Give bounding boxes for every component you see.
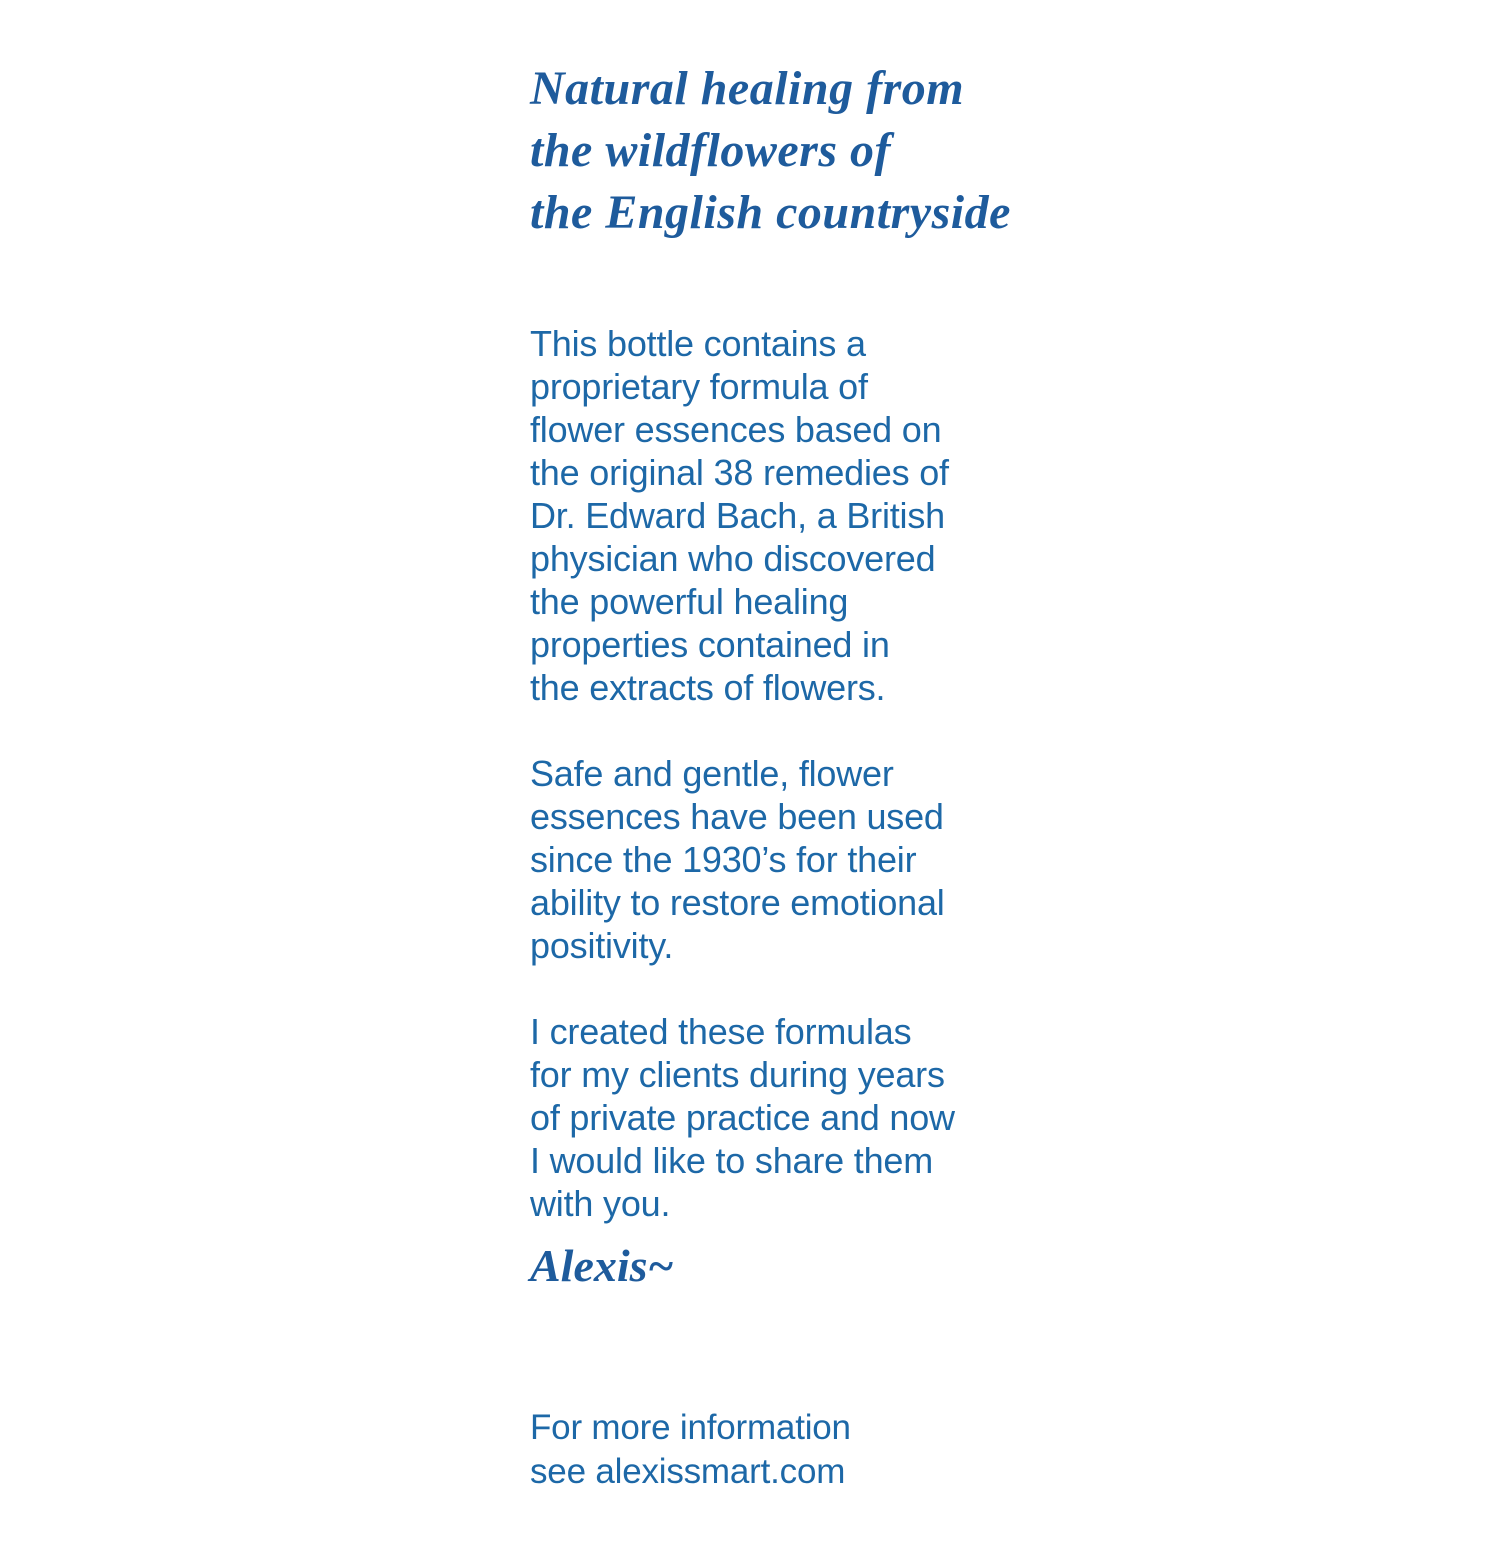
text-line: see alexissmart.com — [530, 1452, 846, 1491]
text-line: flower essences based on — [530, 409, 942, 450]
text-line: since the 1930’s for their — [530, 839, 917, 880]
text-line: positivity. — [530, 925, 674, 966]
signature-text: Alexis~ — [530, 1240, 674, 1291]
text-line: I created these formulas — [530, 1011, 912, 1052]
text-line: Dr. Edward Bach, a British — [530, 495, 945, 536]
text-line: of private practice and now — [530, 1097, 955, 1138]
text-line: Safe and gentle, flower — [530, 753, 894, 794]
text-line: ability to restore emotional — [530, 882, 945, 923]
text-line: For more information — [530, 1408, 851, 1447]
text-line: This bottle contains a — [530, 323, 866, 364]
text-line: the extracts of flowers. — [530, 667, 886, 708]
text-line: the wildflowers of — [530, 124, 892, 177]
text-line: I would like to share them — [530, 1140, 933, 1181]
text-line: with you. — [530, 1183, 671, 1224]
footer-more-information — [530, 1406, 1090, 1494]
text-line: for my clients during years — [530, 1054, 945, 1095]
description-paragraph-creator-note — [530, 1010, 1090, 1225]
text-line: properties contained in — [530, 624, 890, 665]
description-paragraph-safety-history — [530, 752, 1090, 967]
text-line: the English countryside — [530, 186, 1011, 239]
description-paragraph-bottle-contents — [530, 322, 1090, 709]
text-line: Natural healing from — [530, 62, 965, 115]
text-line: essences have been used — [530, 796, 944, 837]
text-line: the powerful healing — [530, 581, 849, 622]
text-line: the original 38 remedies of — [530, 452, 949, 493]
label-tagline-heading — [530, 58, 1090, 244]
text-line: proprietary formula of — [530, 366, 868, 407]
text-line: physician who discovered — [530, 538, 936, 579]
